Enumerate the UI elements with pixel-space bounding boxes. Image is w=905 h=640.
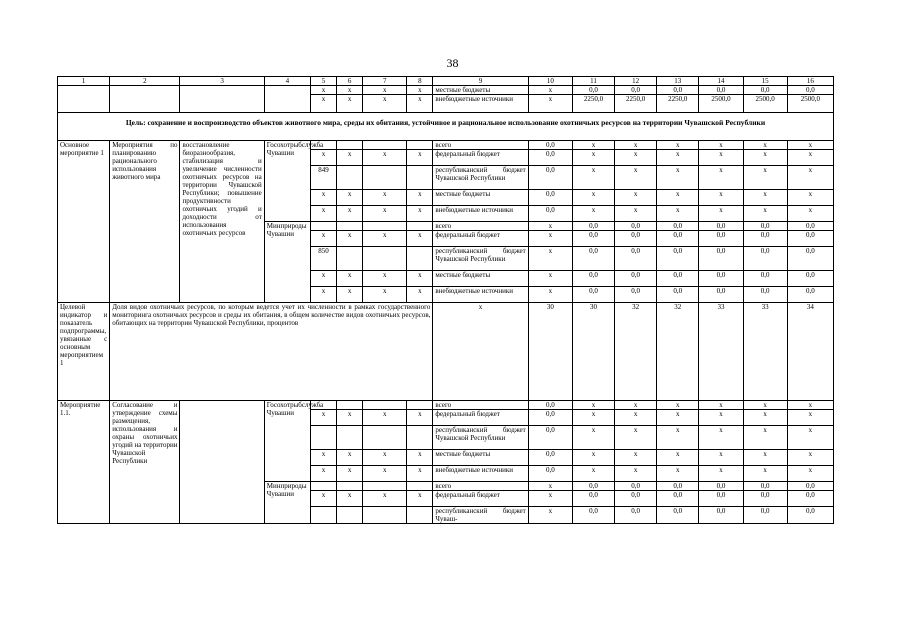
column-header: 7 xyxy=(363,77,407,86)
code-cell: х xyxy=(337,95,363,113)
empty-cell xyxy=(180,86,264,95)
funding-source: всего xyxy=(433,141,528,150)
value-cell: 0,0 xyxy=(699,271,743,287)
code-cell: х xyxy=(363,150,407,166)
table-row xyxy=(58,141,834,150)
value-cell: х xyxy=(657,450,699,466)
value-cell: х xyxy=(657,410,699,426)
value-cell: 0,0 xyxy=(657,507,699,524)
code-cell: х xyxy=(407,95,433,113)
value-cell: х xyxy=(743,150,787,166)
code-cell: х xyxy=(363,86,407,95)
value-cell: х xyxy=(743,190,787,206)
code-cell: х xyxy=(363,450,407,466)
value-cell: х xyxy=(787,141,833,150)
indicator-value: 34 xyxy=(787,303,833,401)
value-cell: х xyxy=(572,166,614,190)
indicator-value: 33 xyxy=(743,303,787,401)
value-cell: х xyxy=(787,150,833,166)
value-cell: 0,0 xyxy=(528,401,572,410)
code-cell: х xyxy=(407,150,433,166)
value-cell: 0,0 xyxy=(787,247,833,271)
value-cell: х xyxy=(615,401,657,410)
value-cell: 0,0 xyxy=(528,206,572,222)
code-cell: х xyxy=(310,150,336,166)
value-cell: 0,0 xyxy=(699,222,743,231)
value-cell: х xyxy=(615,166,657,190)
column-header: 14 xyxy=(699,77,743,86)
code-cell xyxy=(407,222,433,231)
column-header: 9 xyxy=(433,77,528,86)
value-cell: 0,0 xyxy=(743,86,787,95)
funding-source: местные бюджеты xyxy=(433,271,528,287)
indicator-row xyxy=(58,303,834,401)
value-cell: 0,0 xyxy=(615,86,657,95)
value-cell: х xyxy=(743,206,787,222)
code-cell: х xyxy=(310,190,336,206)
value-cell: 0,0 xyxy=(657,222,699,231)
value-cell: 0,0 xyxy=(743,247,787,271)
value-cell: 2250,0 xyxy=(572,95,614,113)
value-cell: х xyxy=(657,166,699,190)
code-cell: х xyxy=(363,287,407,303)
event-description: Согласование и утверждение схемы размещения, использования и охраны охотничьих угодий на территории Чувашской Республики xyxy=(110,401,180,524)
value-cell: 0,0 xyxy=(528,190,572,206)
value-cell: х xyxy=(743,166,787,190)
funding-source: федеральный бюджет xyxy=(433,231,528,247)
code-cell xyxy=(407,401,433,410)
code-cell: х xyxy=(310,466,336,482)
code-cell: х xyxy=(407,271,433,287)
value-cell: 0,0 xyxy=(615,491,657,507)
funding-source: внебюджетные источники xyxy=(433,466,528,482)
value-cell: 0,0 xyxy=(657,231,699,247)
value-cell: х xyxy=(699,401,743,410)
code-cell: х xyxy=(407,450,433,466)
funding-source: внебюджетные источники xyxy=(433,95,528,113)
code-cell: х xyxy=(433,303,528,401)
code-cell xyxy=(337,166,363,190)
value-cell: 0,0 xyxy=(615,287,657,303)
column-header: 4 xyxy=(264,77,310,86)
code-cell: х xyxy=(363,466,407,482)
code-cell: 849 xyxy=(310,166,336,190)
value-cell: 0,0 xyxy=(572,247,614,271)
value-cell: 0,0 xyxy=(787,482,833,491)
funding-source: республиканский бюджет Чуваш- xyxy=(433,507,528,524)
column-header: 1 xyxy=(58,77,110,86)
value-cell: 0,0 xyxy=(615,482,657,491)
empty-cell xyxy=(110,95,180,113)
code-cell: х xyxy=(337,86,363,95)
value-cell: 0,0 xyxy=(572,507,614,524)
value-cell: 0,0 xyxy=(699,482,743,491)
value-cell: х xyxy=(787,206,833,222)
code-cell xyxy=(363,247,407,271)
code-cell: х xyxy=(363,95,407,113)
budget-table xyxy=(57,76,834,524)
code-cell xyxy=(337,401,363,410)
code-cell: х xyxy=(337,206,363,222)
code-cell: х xyxy=(310,95,336,113)
event-goal: восстановление биоразнообразия, стабилизация и увеличение численности охотничьих ресурсов на территории Чувашской Республики; повышение продуктивности охотничьих угодий и доходности от использования охотничьих ресурсов xyxy=(180,141,264,303)
value-cell: 0,0 xyxy=(743,287,787,303)
code-cell: х xyxy=(337,287,363,303)
executor: Минприроды Чувашии xyxy=(264,482,310,524)
value-cell: 0,0 xyxy=(699,287,743,303)
funding-source: федеральный бюджет xyxy=(433,410,528,426)
code-cell: х xyxy=(363,410,407,426)
indicator-value: 32 xyxy=(615,303,657,401)
value-cell: х xyxy=(699,410,743,426)
code-cell: х xyxy=(337,450,363,466)
value-cell: 0,0 xyxy=(572,271,614,287)
executor: Госохотрыбслужба Чувашии xyxy=(264,401,310,482)
code-cell: х xyxy=(310,271,336,287)
goal-text: Цель: сохранение и воспроизводство объектов животного мира, среды их обитания, устойчивое и рациональное использование охотничьих ресурсов на территории Чувашской Республики xyxy=(58,113,834,141)
value-cell: х xyxy=(615,206,657,222)
value-cell: х xyxy=(787,466,833,482)
value-cell: х xyxy=(657,466,699,482)
value-cell: 0,0 xyxy=(787,231,833,247)
code-cell: х xyxy=(337,231,363,247)
table-row xyxy=(58,401,834,410)
code-cell xyxy=(407,507,433,524)
value-cell: 0,0 xyxy=(743,482,787,491)
code-cell xyxy=(407,426,433,450)
value-cell: х xyxy=(657,190,699,206)
code-cell: х xyxy=(407,86,433,95)
code-cell: х xyxy=(310,231,336,247)
column-header: 12 xyxy=(615,77,657,86)
value-cell: 0,0 xyxy=(615,507,657,524)
code-cell: х xyxy=(310,491,336,507)
event-description: Мероприятия по планированию рационального использования животного мира xyxy=(110,141,180,303)
value-cell: 0,0 xyxy=(787,271,833,287)
funding-source: внебюджетные источники xyxy=(433,287,528,303)
value-cell: 2500,0 xyxy=(743,95,787,113)
funding-source: внебюджетные источники xyxy=(433,206,528,222)
value-cell: 0,0 xyxy=(572,287,614,303)
value-cell: 0,0 xyxy=(615,231,657,247)
column-header: 5 xyxy=(310,77,336,86)
value-cell: х xyxy=(657,141,699,150)
goal-row xyxy=(58,113,834,141)
value-cell: х xyxy=(615,141,657,150)
value-cell: х xyxy=(528,271,572,287)
funding-source: федеральный бюджет xyxy=(433,150,528,166)
value-cell: х xyxy=(743,401,787,410)
code-cell: х xyxy=(363,190,407,206)
empty-cell xyxy=(264,95,310,113)
value-cell: х xyxy=(657,206,699,222)
value-cell: х xyxy=(787,450,833,466)
code-cell: х xyxy=(337,410,363,426)
code-cell: х xyxy=(337,271,363,287)
value-cell: х xyxy=(528,247,572,271)
code-cell: 850 xyxy=(310,247,336,271)
value-cell: 0,0 xyxy=(528,450,572,466)
value-cell: х xyxy=(615,450,657,466)
column-header: 6 xyxy=(337,77,363,86)
code-cell: х xyxy=(337,190,363,206)
code-cell: х xyxy=(407,410,433,426)
value-cell: х xyxy=(743,466,787,482)
value-cell: х xyxy=(743,426,787,450)
value-cell: х xyxy=(572,141,614,150)
value-cell: х xyxy=(615,466,657,482)
empty-cell xyxy=(180,401,264,524)
value-cell: 0,0 xyxy=(657,491,699,507)
value-cell: х xyxy=(657,401,699,410)
table-row xyxy=(58,86,834,95)
value-cell: х xyxy=(528,491,572,507)
value-cell: х xyxy=(699,166,743,190)
funding-source: всего xyxy=(433,401,528,410)
value-cell: х xyxy=(572,410,614,426)
value-cell: х xyxy=(528,507,572,524)
code-cell: х xyxy=(337,150,363,166)
code-cell: х xyxy=(407,466,433,482)
code-cell xyxy=(310,426,336,450)
value-cell: 0,0 xyxy=(528,410,572,426)
value-cell: х xyxy=(528,86,572,95)
code-cell xyxy=(337,482,363,491)
indicator-value: 30 xyxy=(528,303,572,401)
value-cell: 0,0 xyxy=(572,491,614,507)
value-cell: 0,0 xyxy=(699,247,743,271)
value-cell: 0,0 xyxy=(615,222,657,231)
value-cell: х xyxy=(615,150,657,166)
value-cell: 0,0 xyxy=(615,247,657,271)
code-cell xyxy=(310,507,336,524)
value-cell: х xyxy=(743,410,787,426)
value-cell: 0,0 xyxy=(572,231,614,247)
value-cell: 0,0 xyxy=(743,507,787,524)
value-cell: х xyxy=(615,190,657,206)
value-cell: 0,0 xyxy=(657,271,699,287)
value-cell: 0,0 xyxy=(743,491,787,507)
value-cell: 0,0 xyxy=(528,150,572,166)
value-cell: х xyxy=(787,190,833,206)
code-cell: х xyxy=(407,206,433,222)
code-cell xyxy=(407,482,433,491)
funding-source: местные бюджеты xyxy=(433,190,528,206)
value-cell: х xyxy=(657,150,699,166)
funding-source: местные бюджеты xyxy=(433,450,528,466)
value-cell: х xyxy=(572,426,614,450)
funding-source: всего xyxy=(433,482,528,491)
code-cell: х xyxy=(310,206,336,222)
empty-cell xyxy=(58,95,110,113)
value-cell: х xyxy=(528,482,572,491)
value-cell: х xyxy=(528,287,572,303)
value-cell: 0,0 xyxy=(699,491,743,507)
value-cell: 2500,0 xyxy=(787,95,833,113)
value-cell: х xyxy=(572,190,614,206)
value-cell: 0,0 xyxy=(572,222,614,231)
code-cell xyxy=(363,507,407,524)
value-cell: 2250,0 xyxy=(615,95,657,113)
code-cell xyxy=(337,247,363,271)
value-cell: х xyxy=(657,426,699,450)
value-cell: х xyxy=(572,466,614,482)
value-cell: 0,0 xyxy=(743,231,787,247)
empty-cell xyxy=(264,86,310,95)
code-cell: х xyxy=(310,86,336,95)
value-cell: х xyxy=(743,141,787,150)
value-cell: х xyxy=(572,206,614,222)
value-cell: 0,0 xyxy=(657,86,699,95)
funding-source: федеральный бюджет xyxy=(433,491,528,507)
value-cell: х xyxy=(615,410,657,426)
column-header: 10 xyxy=(528,77,572,86)
executor: Госохотрыбслужба Чувашии xyxy=(264,141,310,222)
value-cell: х xyxy=(699,426,743,450)
funding-source: местные бюджеты xyxy=(433,86,528,95)
value-cell: х xyxy=(699,141,743,150)
value-cell: 0,0 xyxy=(615,271,657,287)
value-cell: х xyxy=(699,190,743,206)
code-cell: х xyxy=(407,491,433,507)
value-cell: х xyxy=(787,401,833,410)
code-cell: х xyxy=(310,450,336,466)
code-cell: х xyxy=(337,466,363,482)
value-cell: х xyxy=(615,426,657,450)
code-cell: х xyxy=(310,287,336,303)
value-cell: х xyxy=(787,166,833,190)
code-cell xyxy=(363,401,407,410)
code-cell: х xyxy=(363,491,407,507)
value-cell: х xyxy=(528,222,572,231)
column-header: 16 xyxy=(787,77,833,86)
column-header: 8 xyxy=(407,77,433,86)
code-cell xyxy=(363,482,407,491)
value-cell: х xyxy=(699,206,743,222)
value-cell: 0,0 xyxy=(787,287,833,303)
event-name: Мероприятие 1.1. xyxy=(58,401,110,524)
indicator-text: Доля видов охотничьих ресурсов, по которым ведется учет их численности в рамках государственного мониторинга охотничьих ресурсов и среды их обитания, в общем количестве видов охотничьих ресурсов, обитающих на территории Чувашской Республики, процентов xyxy=(110,303,433,401)
value-cell: 2500,0 xyxy=(699,95,743,113)
empty-cell xyxy=(110,86,180,95)
value-cell: х xyxy=(572,401,614,410)
code-cell xyxy=(363,222,407,231)
code-cell xyxy=(337,222,363,231)
value-cell: 0,0 xyxy=(657,247,699,271)
empty-cell xyxy=(58,86,110,95)
header-row xyxy=(58,77,834,86)
empty-cell xyxy=(180,95,264,113)
code-cell xyxy=(363,426,407,450)
value-cell: х xyxy=(572,450,614,466)
value-cell: 0,0 xyxy=(528,466,572,482)
column-header: 3 xyxy=(180,77,264,86)
value-cell: 0,0 xyxy=(787,507,833,524)
value-cell: 0,0 xyxy=(699,231,743,247)
value-cell: 0,0 xyxy=(699,507,743,524)
value-cell: х xyxy=(528,231,572,247)
indicator-value: 33 xyxy=(699,303,743,401)
code-cell xyxy=(310,482,336,491)
code-cell xyxy=(310,222,336,231)
value-cell: х xyxy=(528,95,572,113)
value-cell: 0,0 xyxy=(743,271,787,287)
value-cell: 2250,0 xyxy=(657,95,699,113)
code-cell: х xyxy=(337,491,363,507)
page-number: 38 xyxy=(446,56,459,70)
value-cell: х xyxy=(787,426,833,450)
code-cell: х xyxy=(310,410,336,426)
code-cell xyxy=(337,141,363,150)
code-cell: х xyxy=(407,190,433,206)
value-cell: 0,0 xyxy=(787,86,833,95)
code-cell xyxy=(337,426,363,450)
value-cell: 0,0 xyxy=(657,482,699,491)
value-cell: 0,0 xyxy=(743,222,787,231)
indicator-value: 30 xyxy=(572,303,614,401)
code-cell: х xyxy=(363,231,407,247)
column-header: 13 xyxy=(657,77,699,86)
code-cell xyxy=(407,247,433,271)
code-cell xyxy=(337,507,363,524)
value-cell: 0,0 xyxy=(699,86,743,95)
value-cell: х xyxy=(787,410,833,426)
code-cell: х xyxy=(407,231,433,247)
value-cell: х xyxy=(699,150,743,166)
code-cell: х xyxy=(407,287,433,303)
table-row xyxy=(58,95,834,113)
value-cell: 0,0 xyxy=(528,426,572,450)
value-cell: 0,0 xyxy=(657,287,699,303)
value-cell: х xyxy=(572,150,614,166)
value-cell: х xyxy=(699,450,743,466)
code-cell xyxy=(363,166,407,190)
funding-source: республиканский бюджет Чувашской Республики xyxy=(433,166,528,190)
funding-source: республиканский бюджет Чувашской Республики xyxy=(433,426,528,450)
column-header: 2 xyxy=(110,77,180,86)
value-cell: х xyxy=(743,450,787,466)
column-header: 15 xyxy=(743,77,787,86)
code-cell: х xyxy=(363,271,407,287)
value-cell: 0,0 xyxy=(528,141,572,150)
code-cell xyxy=(407,141,433,150)
value-cell: 0,0 xyxy=(572,86,614,95)
value-cell: 0,0 xyxy=(572,482,614,491)
column-header: 11 xyxy=(572,77,614,86)
event-name: Основное мероприятие 1 xyxy=(58,141,110,303)
funding-source: республиканский бюджет Чувашской Республики xyxy=(433,247,528,271)
executor: Минприроды Чувашии xyxy=(264,222,310,303)
value-cell: 0,0 xyxy=(528,166,572,190)
indicator-label: Целевой индикатор и показатель подпрограммы, увязанные с основным мероприятием 1 xyxy=(58,303,110,401)
value-cell: 0,0 xyxy=(787,491,833,507)
code-cell xyxy=(363,141,407,150)
value-cell: 0,0 xyxy=(787,222,833,231)
funding-source: всего xyxy=(433,222,528,231)
indicator-value: 32 xyxy=(657,303,699,401)
code-cell xyxy=(407,166,433,190)
code-cell: х xyxy=(363,206,407,222)
value-cell: х xyxy=(699,466,743,482)
